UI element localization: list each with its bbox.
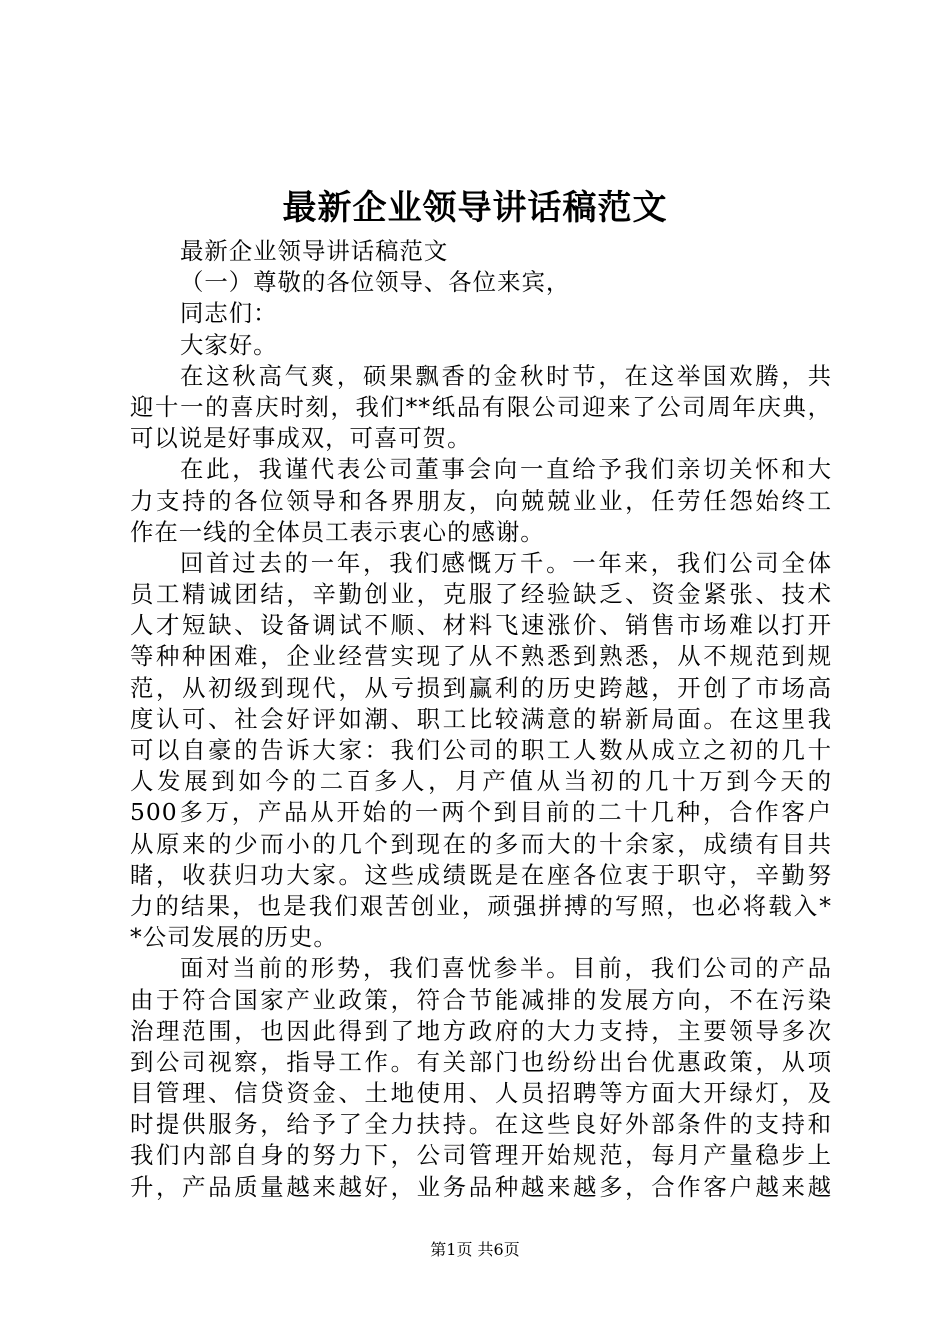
body-line: 500多万，产品从开始的一两个到目前的二十几种，合作客户 xyxy=(130,798,832,827)
body-line: *公司发展的历史。 xyxy=(130,923,338,952)
body-line: 面对当前的形势，我们喜忧参半。目前，我们公司的产品 xyxy=(180,954,832,983)
body-line: 从原来的少而小的几个到现在的多而大的十余家，成绩有目共 xyxy=(130,829,832,858)
body-line: 我们内部自身的努力下，公司管理开始规范，每月产量稳步上 xyxy=(130,1141,832,1170)
document-body xyxy=(130,236,832,1203)
body-line: 治理范围，也因此得到了地方政府的大力支持，主要领导多次 xyxy=(130,1016,832,1045)
body-line: 到公司视察，指导工作。有关部门也纷纷出台优惠政策，从项 xyxy=(130,1047,832,1076)
body-line: 目管理、信贷资金、土地使用、人员招聘等方面大开绿灯，及 xyxy=(130,1079,832,1108)
body-line: 升，产品质量越来越好，业务品种越来越多，合作客户越来越 xyxy=(130,1172,832,1201)
body-line: 度认可、社会好评如潮、职工比较满意的崭新局面。在这里我 xyxy=(130,704,832,733)
document-title: 最新企业领导讲话稿范文 xyxy=(282,188,668,228)
body-line: 等种种困难，企业经营实现了从不熟悉到熟悉，从不规范到规 xyxy=(130,642,832,671)
body-line: 可以说是好事成双，可喜可贺。 xyxy=(130,424,472,453)
body-line: 时提供服务，给予了全力扶持。在这些良好外部条件的支持和 xyxy=(130,1110,832,1139)
body-line: 人才短缺、设备调试不顺、材料飞速涨价、销售市场难以打开 xyxy=(130,611,832,640)
body-line: 大家好。 xyxy=(180,330,278,359)
body-line: 在此，我谨代表公司董事会向一直给予我们亲切关怀和大 xyxy=(180,455,832,484)
body-line: 睹，收获归功大家。这些成绩既是在座各位衷于职守，辛勤努 xyxy=(130,860,832,889)
body-line: 力的结果，也是我们艰苦创业，顽强拼搏的写照，也必将载入* xyxy=(130,891,832,920)
body-line: （一）尊敬的各位领导、各位来宾， xyxy=(180,268,571,297)
body-line: 可以自豪的告诉大家：我们公司的职工人数从成立之初的几十 xyxy=(130,736,832,764)
body-line: 力支持的各位领导和各界朋友，向兢兢业业，任劳任怨始终工 xyxy=(130,486,832,515)
body-line: 范，从初级到现代，从亏损到赢利的历史跨越，开创了市场高 xyxy=(130,673,832,702)
body-line: 迎十一的喜庆时刻，我们**纸品有限公司迎来了公司周年庆典， xyxy=(130,392,832,421)
body-line: 在这秋高气爽，硕果飘香的金秋时节，在这举国欢腾，共 xyxy=(180,361,832,390)
body-line: 最新企业领导讲话稿范文 xyxy=(180,237,449,265)
body-line: 员工精诚团结，辛勤创业，克服了经验缺乏、资金紧张、技术 xyxy=(130,580,832,609)
body-line: 同志们： xyxy=(180,299,278,328)
body-line: 回首过去的一年，我们感慨万千。一年来，我们公司全体 xyxy=(180,548,832,577)
body-line: 由于符合国家产业政策，符合节能减排的发展方向，不在污染 xyxy=(130,985,832,1014)
page-footer: 第1页 共6页 xyxy=(430,1240,520,1259)
body-line: 人发展到如今的二百多人，月产值从当初的几十万到今天的 xyxy=(130,767,832,796)
body-line: 作在一线的全体员工表示衷心的感谢。 xyxy=(130,517,545,546)
